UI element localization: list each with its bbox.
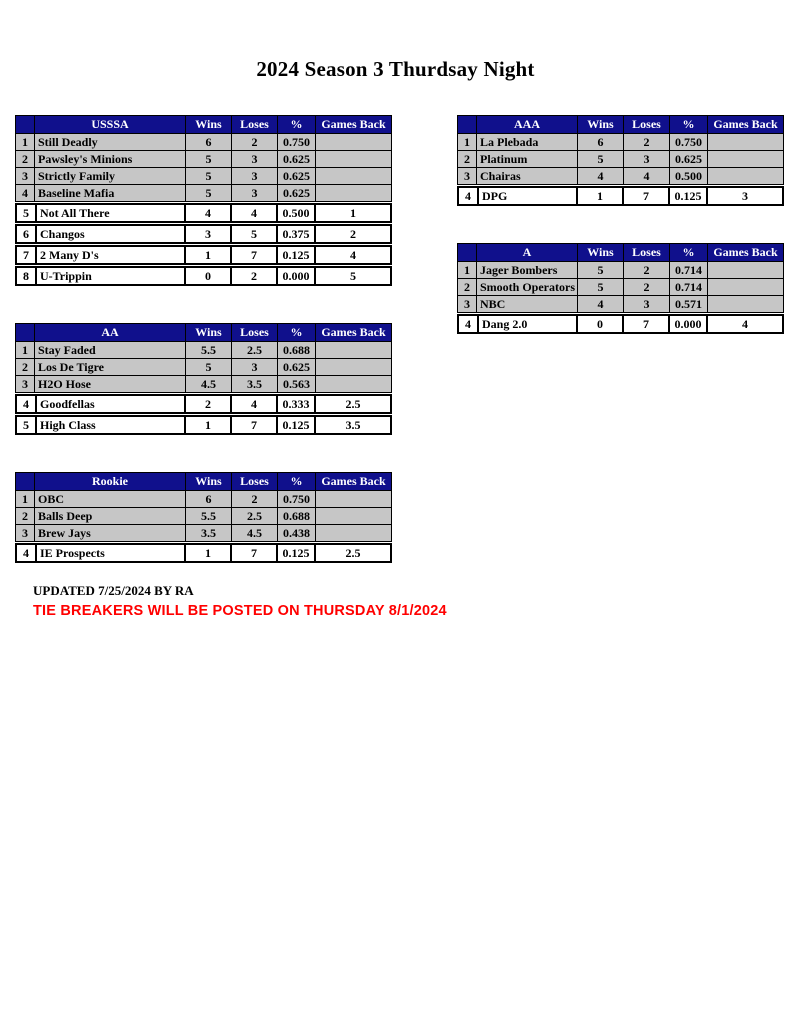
wins-cell: 6 bbox=[185, 491, 231, 507]
team-cell: Jager Bombers bbox=[476, 262, 577, 278]
loses-cell: 2 bbox=[623, 279, 669, 295]
loses-cell: 7 bbox=[230, 247, 276, 263]
team-cell: Strictly Family bbox=[34, 168, 185, 184]
rank-cell: 7 bbox=[23, 247, 29, 262]
team-cell: U-Trippin bbox=[35, 268, 184, 284]
games-back-cell bbox=[315, 525, 391, 541]
rank-header-cell bbox=[16, 116, 34, 133]
team-row bbox=[15, 341, 392, 359]
column-header-games-back: Games Back bbox=[315, 324, 391, 341]
pct-cell: 0.688 bbox=[277, 508, 315, 524]
rank-cell: 3 bbox=[464, 296, 470, 311]
wins-cell: 6 bbox=[185, 134, 231, 150]
rank-cell: 3 bbox=[464, 168, 470, 183]
updated-note: UPDATED 7/25/2024 BY RA bbox=[33, 583, 194, 598]
wins-cell: 4.5 bbox=[185, 376, 231, 392]
column-header-loses: Loses bbox=[623, 244, 669, 261]
pct-cell: 0.625 bbox=[277, 151, 315, 167]
rank-cell: 3 bbox=[22, 376, 28, 391]
wins-cell: 3.5 bbox=[185, 525, 231, 541]
loses-cell: 2.5 bbox=[231, 342, 277, 358]
header-row-a bbox=[457, 243, 784, 262]
games-back-cell bbox=[315, 342, 391, 358]
loses-cell: 7 bbox=[230, 545, 276, 561]
team-cell: Stay Faded bbox=[34, 342, 185, 358]
pct-cell: 0.375 bbox=[276, 226, 314, 242]
page-title: 2024 Season 3 Thurdsay Night bbox=[256, 57, 535, 81]
team-row bbox=[457, 150, 784, 168]
league-title-cell: Rookie bbox=[34, 473, 185, 490]
header-row-rookie bbox=[15, 472, 392, 491]
wins-cell: 5 bbox=[185, 185, 231, 201]
games-back-cell bbox=[707, 151, 783, 167]
tiebreaker-note: TIE BREAKERS WILL BE POSTED ON THURSDAY 8/1/2024 bbox=[33, 603, 447, 619]
loses-cell: 2 bbox=[231, 134, 277, 150]
games-back-cell bbox=[315, 134, 391, 150]
games-back-cell: 2 bbox=[314, 226, 390, 242]
team-cell: Platinum bbox=[476, 151, 577, 167]
league-title-cell: AAA bbox=[476, 116, 577, 133]
pct-cell: 0.563 bbox=[277, 376, 315, 392]
rank-cell: 4 bbox=[23, 396, 29, 411]
column-header-pct: % bbox=[669, 244, 707, 261]
wins-cell: 5 bbox=[577, 151, 623, 167]
loses-cell: 7 bbox=[230, 417, 276, 433]
pct-cell: 0.000 bbox=[276, 268, 314, 284]
games-back-cell: 2.5 bbox=[314, 545, 390, 561]
loses-cell: 2 bbox=[230, 268, 276, 284]
column-header-pct: % bbox=[277, 116, 315, 133]
games-back-cell: 3 bbox=[706, 188, 782, 204]
team-cell: NBC bbox=[476, 296, 577, 312]
pct-cell: 0.500 bbox=[669, 168, 707, 184]
header-row-aa bbox=[15, 323, 392, 342]
pct-cell: 0.438 bbox=[277, 525, 315, 541]
pct-cell: 0.125 bbox=[276, 247, 314, 263]
rank-cell: 1 bbox=[22, 491, 28, 506]
loses-cell: 5 bbox=[230, 226, 276, 242]
standings-table-aaa bbox=[457, 115, 784, 206]
team-cell: Chairas bbox=[476, 168, 577, 184]
wins-cell: 4 bbox=[577, 296, 623, 312]
wins-cell: 5.5 bbox=[185, 342, 231, 358]
wins-cell: 3 bbox=[184, 226, 230, 242]
rank-cell: 3 bbox=[22, 525, 28, 540]
column-header-wins: Wins bbox=[185, 473, 231, 490]
rank-cell: 4 bbox=[465, 316, 471, 331]
games-back-cell bbox=[707, 262, 783, 278]
rank-cell: 4 bbox=[22, 185, 28, 200]
footer bbox=[33, 583, 447, 619]
rank-header-cell bbox=[16, 324, 34, 341]
right-column bbox=[457, 115, 784, 334]
pct-cell: 0.333 bbox=[276, 396, 314, 412]
rank-cell: 2 bbox=[22, 508, 28, 523]
loses-cell: 2 bbox=[623, 262, 669, 278]
wins-cell: 5 bbox=[577, 262, 623, 278]
column-header-loses: Loses bbox=[231, 324, 277, 341]
pct-cell: 0.714 bbox=[669, 262, 707, 278]
rank-cell: 1 bbox=[22, 342, 28, 357]
team-row bbox=[15, 224, 392, 244]
header-row-usssa bbox=[15, 115, 392, 134]
team-row bbox=[457, 186, 784, 206]
team-row bbox=[15, 524, 392, 542]
standings-layout bbox=[15, 115, 784, 563]
wins-cell: 5 bbox=[185, 359, 231, 375]
rank-cell: 1 bbox=[22, 134, 28, 149]
team-cell: Goodfellas bbox=[35, 396, 184, 412]
pct-cell: 0.750 bbox=[277, 134, 315, 150]
pct-cell: 0.625 bbox=[277, 168, 315, 184]
rank-cell: 4 bbox=[465, 188, 471, 203]
rank-cell: 4 bbox=[23, 545, 29, 560]
team-row bbox=[457, 133, 784, 151]
wins-cell: 5 bbox=[185, 168, 231, 184]
wins-cell: 1 bbox=[184, 545, 230, 561]
league-title-cell: A bbox=[476, 244, 577, 261]
header-row-aaa bbox=[457, 115, 784, 134]
rank-cell: 2 bbox=[464, 151, 470, 166]
pct-cell: 0.500 bbox=[276, 205, 314, 221]
wins-cell: 4 bbox=[577, 168, 623, 184]
team-cell: DPG bbox=[477, 188, 576, 204]
wins-cell: 2 bbox=[184, 396, 230, 412]
team-row bbox=[15, 375, 392, 393]
rank-cell: 3 bbox=[22, 168, 28, 183]
games-back-cell: 4 bbox=[706, 316, 782, 332]
column-header-games-back: Games Back bbox=[315, 116, 391, 133]
team-row bbox=[15, 133, 392, 151]
column-header-games-back: Games Back bbox=[707, 116, 783, 133]
team-cell: Not All There bbox=[35, 205, 184, 221]
loses-cell: 4 bbox=[230, 205, 276, 221]
team-cell: Changos bbox=[35, 226, 184, 242]
loses-cell: 2 bbox=[623, 134, 669, 150]
rank-cell: 6 bbox=[23, 226, 29, 241]
rank-header-cell bbox=[458, 116, 476, 133]
games-back-cell: 1 bbox=[314, 205, 390, 221]
games-back-cell bbox=[315, 185, 391, 201]
column-header-loses: Loses bbox=[231, 116, 277, 133]
league-title-cell: USSSA bbox=[34, 116, 185, 133]
loses-cell: 2.5 bbox=[231, 508, 277, 524]
games-back-cell bbox=[707, 279, 783, 295]
team-cell: 2 Many D's bbox=[35, 247, 184, 263]
team-row bbox=[15, 415, 392, 435]
loses-cell: 4.5 bbox=[231, 525, 277, 541]
team-cell: Dang 2.0 bbox=[477, 316, 576, 332]
team-cell: Pawsley's Minions bbox=[34, 151, 185, 167]
pct-cell: 0.125 bbox=[276, 545, 314, 561]
loses-cell: 3 bbox=[231, 168, 277, 184]
league-title-cell: AA bbox=[34, 324, 185, 341]
wins-cell: 1 bbox=[184, 247, 230, 263]
rank-cell: 2 bbox=[22, 151, 28, 166]
rank-cell: 5 bbox=[23, 417, 29, 432]
team-cell: IE Prospects bbox=[35, 545, 184, 561]
rank-cell: 2 bbox=[22, 359, 28, 374]
team-cell: Los De Tigre bbox=[34, 359, 185, 375]
rank-header-cell bbox=[458, 244, 476, 261]
column-header-wins: Wins bbox=[185, 116, 231, 133]
pct-cell: 0.625 bbox=[669, 151, 707, 167]
column-header-pct: % bbox=[669, 116, 707, 133]
rank-cell: 5 bbox=[23, 205, 29, 220]
wins-cell: 5 bbox=[185, 151, 231, 167]
pct-cell: 0.625 bbox=[277, 185, 315, 201]
loses-cell: 2 bbox=[231, 491, 277, 507]
team-row bbox=[15, 266, 392, 286]
team-cell: High Class bbox=[35, 417, 184, 433]
pct-cell: 0.714 bbox=[669, 279, 707, 295]
team-cell: OBC bbox=[34, 491, 185, 507]
left-column bbox=[15, 115, 392, 563]
loses-cell: 3 bbox=[231, 359, 277, 375]
standings-table-aa bbox=[15, 323, 392, 435]
team-cell: H2O Hose bbox=[34, 376, 185, 392]
loses-cell: 3 bbox=[623, 151, 669, 167]
column-header-wins: Wins bbox=[577, 116, 623, 133]
team-row bbox=[15, 167, 392, 185]
rank-cell: 1 bbox=[464, 262, 470, 277]
loses-cell: 4 bbox=[230, 396, 276, 412]
wins-cell: 5.5 bbox=[185, 508, 231, 524]
pct-cell: 0.125 bbox=[668, 188, 706, 204]
pct-cell: 0.750 bbox=[277, 491, 315, 507]
pct-cell: 0.125 bbox=[276, 417, 314, 433]
column-header-pct: % bbox=[277, 473, 315, 490]
games-back-cell bbox=[315, 508, 391, 524]
loses-cell: 3 bbox=[623, 296, 669, 312]
team-row bbox=[457, 295, 784, 313]
pct-cell: 0.750 bbox=[669, 134, 707, 150]
team-row bbox=[457, 167, 784, 185]
team-row bbox=[15, 394, 392, 414]
column-header-wins: Wins bbox=[577, 244, 623, 261]
games-back-cell: 2.5 bbox=[314, 396, 390, 412]
team-row bbox=[15, 507, 392, 525]
games-back-cell: 3.5 bbox=[314, 417, 390, 433]
games-back-cell bbox=[707, 134, 783, 150]
team-row bbox=[457, 314, 784, 334]
loses-cell: 3.5 bbox=[231, 376, 277, 392]
rank-cell: 1 bbox=[464, 134, 470, 149]
wins-cell: 5 bbox=[577, 279, 623, 295]
team-cell: Smooth Operators bbox=[476, 279, 577, 295]
games-back-cell bbox=[315, 359, 391, 375]
wins-cell: 1 bbox=[184, 417, 230, 433]
loses-cell: 7 bbox=[622, 316, 668, 332]
team-row bbox=[15, 150, 392, 168]
column-header-wins: Wins bbox=[185, 324, 231, 341]
wins-cell: 0 bbox=[576, 316, 622, 332]
column-header-pct: % bbox=[277, 324, 315, 341]
games-back-cell bbox=[707, 168, 783, 184]
games-back-cell bbox=[315, 376, 391, 392]
pct-cell: 0.688 bbox=[277, 342, 315, 358]
column-header-loses: Loses bbox=[231, 473, 277, 490]
team-row bbox=[15, 490, 392, 508]
games-back-cell bbox=[315, 151, 391, 167]
games-back-cell: 5 bbox=[314, 268, 390, 284]
games-back-cell bbox=[707, 296, 783, 312]
loses-cell: 3 bbox=[231, 185, 277, 201]
games-back-cell bbox=[315, 168, 391, 184]
team-cell: La Plebada bbox=[476, 134, 577, 150]
team-row bbox=[457, 278, 784, 296]
games-back-cell: 4 bbox=[314, 247, 390, 263]
column-header-games-back: Games Back bbox=[315, 473, 391, 490]
rank-cell: 2 bbox=[464, 279, 470, 294]
pct-cell: 0.625 bbox=[277, 359, 315, 375]
standings-table-rookie bbox=[15, 472, 392, 563]
wins-cell: 1 bbox=[576, 188, 622, 204]
team-row bbox=[15, 184, 392, 202]
pct-cell: 0.000 bbox=[668, 316, 706, 332]
standings-table-a bbox=[457, 243, 784, 334]
team-row bbox=[15, 358, 392, 376]
loses-cell: 7 bbox=[622, 188, 668, 204]
team-cell: Balls Deep bbox=[34, 508, 185, 524]
wins-cell: 4 bbox=[184, 205, 230, 221]
rank-cell: 8 bbox=[23, 268, 29, 283]
team-cell: Brew Jays bbox=[34, 525, 185, 541]
team-cell: Still Deadly bbox=[34, 134, 185, 150]
column-header-games-back: Games Back bbox=[707, 244, 783, 261]
team-row bbox=[457, 261, 784, 279]
pct-cell: 0.571 bbox=[669, 296, 707, 312]
team-row bbox=[15, 203, 392, 223]
standings-table-usssa bbox=[15, 115, 392, 286]
rank-header-cell bbox=[16, 473, 34, 490]
games-back-cell bbox=[315, 491, 391, 507]
column-header-loses: Loses bbox=[623, 116, 669, 133]
wins-cell: 6 bbox=[577, 134, 623, 150]
team-cell: Baseline Mafia bbox=[34, 185, 185, 201]
loses-cell: 4 bbox=[623, 168, 669, 184]
wins-cell: 0 bbox=[184, 268, 230, 284]
loses-cell: 3 bbox=[231, 151, 277, 167]
team-row bbox=[15, 245, 392, 265]
team-row bbox=[15, 543, 392, 563]
